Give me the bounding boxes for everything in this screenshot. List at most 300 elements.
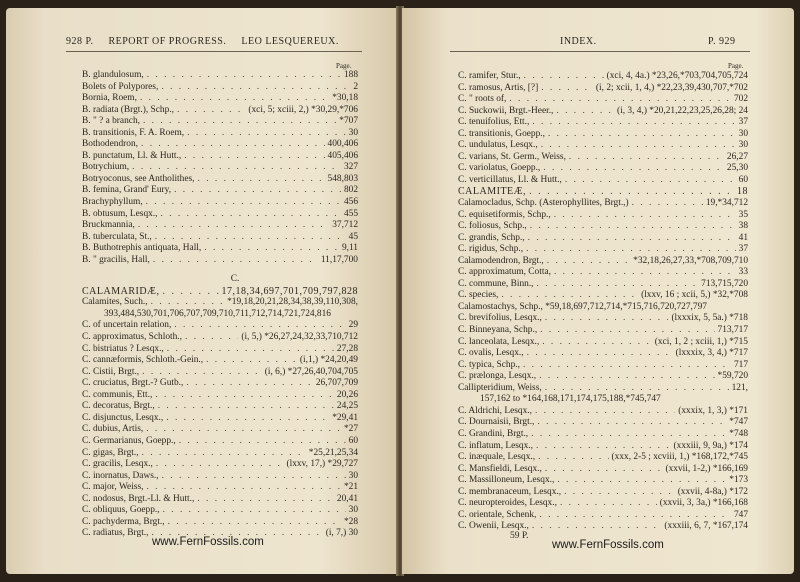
entry-page-ref: 45 (348, 231, 358, 242)
entry-name: C. ramosus, Artis, [?] (458, 82, 539, 93)
entry-page-ref: 17,18,34,697,701,709,797,828 (221, 285, 358, 297)
entry-page-ref: 20,41 (336, 493, 358, 504)
entry-name: C. nodosus, Brgt.-Ll. & Hutt., (82, 493, 195, 504)
index-entry (458, 140, 748, 152)
entry-name: C. Binneyana, Schp., (458, 325, 538, 336)
dot-leader (138, 220, 329, 232)
left-author: LEO LESQUEREUX. (241, 36, 339, 47)
entry-name: Botryoconus, see Antholithes, (82, 173, 195, 184)
dot-leader (556, 106, 614, 118)
dot-leader (565, 175, 736, 187)
entry-page-ref: 38 (738, 221, 748, 232)
entry-page-ref: 37 (738, 244, 748, 255)
dot-leader (569, 152, 724, 164)
entry-name: C. cruciatus, Brgt.-? Gutb., (82, 378, 184, 389)
dot-leader (526, 244, 736, 256)
entry-page-ref: (i, 3, 4,) *20,21,22,23,25,26,28; 24 (617, 105, 748, 116)
index-entry (458, 94, 748, 106)
entry-page-ref: *28 (343, 516, 358, 527)
dot-leader (174, 320, 345, 332)
signature-mark: 59 P. (510, 531, 529, 541)
index-entry (458, 83, 748, 95)
index-entry (82, 297, 358, 309)
index-entry (82, 220, 358, 232)
dot-leader (161, 209, 341, 221)
index-entry (82, 471, 358, 483)
index-entry (458, 394, 748, 406)
dot-leader (204, 243, 339, 255)
dot-leader (548, 129, 736, 141)
index-entry (82, 105, 358, 117)
entry-page-ref: 30 (738, 128, 748, 139)
dot-leader (162, 286, 218, 298)
dot-leader (142, 448, 306, 460)
dot-leader (532, 521, 662, 533)
left-running-title: REPORT OF PROGRESS. (108, 36, 227, 47)
dot-leader (146, 482, 340, 494)
index-entry (82, 139, 358, 151)
dot-leader (142, 367, 262, 379)
entry-name: C. radiatus, Brgt., (82, 528, 149, 539)
left-page-header (66, 36, 339, 47)
entry-name: C. foliosus, Schp., (458, 221, 527, 232)
index-entry (82, 390, 358, 402)
dot-leader (140, 93, 329, 105)
dot-leader (156, 459, 284, 471)
index-entry (458, 152, 748, 164)
entry-page-ref: (xxxiii, 6, 7, *167,174 (664, 521, 748, 532)
dot-leader (557, 475, 726, 487)
dot-leader (509, 94, 731, 106)
index-entry (82, 286, 358, 298)
index-entry (458, 510, 748, 522)
entry-page-ref: 2 (353, 81, 358, 92)
entry-page-ref: 713,715,720 (701, 278, 748, 289)
dot-leader (535, 406, 675, 418)
entry-page-ref: (lxxv, 16 ; xcii, 5,) *32,*708 (641, 290, 748, 301)
index-entry (458, 186, 748, 198)
entry-name: C. undulatus, Lesqx., (458, 140, 538, 151)
entry-page-ref: (i, 6,) *27,26,40,704,705 (264, 366, 358, 377)
entry-page-ref: (lxxv, 17,) *29,727 (286, 459, 358, 470)
entry-name: B. tuberculata, St., (82, 231, 152, 242)
entry-name: C. of uncertain relation, (82, 320, 172, 331)
dot-leader (539, 510, 731, 522)
dot-leader (542, 337, 652, 349)
entry-name: C. grandis, Schp., (458, 232, 525, 243)
entry-page-ref: (i, 7,) 30 (325, 528, 358, 539)
entry-name: C. tenuifolius, Ett., (458, 117, 530, 128)
entry-page-ref: 30 (738, 140, 748, 151)
entry-name: Bruckmannia, (82, 220, 135, 231)
index-entry (82, 436, 358, 448)
dot-leader (163, 505, 346, 517)
entry-name: C. decoratus, Brgt., (82, 401, 155, 412)
index-entry (458, 406, 748, 418)
entry-page-ref: 41 (738, 232, 748, 243)
dot-leader (186, 378, 312, 390)
dot-leader (155, 390, 334, 402)
entry-page-ref: 717 (733, 359, 748, 370)
entry-page-ref: 747 (733, 509, 748, 520)
index-entry (458, 256, 748, 268)
entry-name: C. major, Weiss, (82, 482, 144, 493)
entry-name: Botrychium, (82, 162, 130, 173)
index-entry (458, 452, 748, 464)
index-entry (458, 383, 748, 395)
entry-page-ref: (xci, 1, 2 ; xciii, 1,) *715 (654, 336, 748, 347)
entry-page-ref: 24,25 (336, 401, 358, 412)
index-entry (458, 279, 748, 291)
dot-leader (524, 71, 604, 83)
entry-name: Callipteridium, Weiss, (458, 382, 542, 393)
index-entry (458, 210, 748, 222)
entry-page-ref: (xxx, 2-5 ; xcviii, 1,) *168,172,*745 (611, 452, 748, 463)
index-entry (82, 255, 358, 267)
index-entry (82, 448, 358, 460)
entry-page-ref: *748 (729, 428, 748, 439)
entry-page-ref: 19,*34,712 (705, 198, 748, 209)
entry-page-ref: 30 (348, 470, 358, 481)
dot-leader (206, 355, 297, 367)
index-entry (458, 337, 748, 349)
index-entry (82, 494, 358, 506)
section-spacer (82, 266, 358, 274)
entry-page-ref: (xxvii, 1-2,) *166,169 (665, 463, 748, 474)
entry-name: C. commune, Binn., (458, 278, 534, 289)
entry-name: B. obtusum, Lesqx., (82, 208, 158, 219)
dot-leader (539, 371, 714, 383)
entry-page-ref: 802 (343, 185, 358, 196)
entry-name: B. " ? a branch, (82, 116, 140, 127)
index-entry (82, 128, 358, 140)
entry-page-ref: 157,162 to *164,168,171,174,175,188,*745,747 (480, 394, 661, 405)
entry-name: C. approximatum, Cotta, (458, 267, 551, 278)
dot-leader (545, 464, 663, 476)
entry-page-ref: 18 (737, 186, 748, 198)
index-entry (458, 313, 748, 325)
entry-name: Calamites, Such., (82, 297, 148, 308)
dot-leader (197, 494, 334, 506)
entry-name: C. inornatus, Daws., (82, 470, 159, 481)
entry-name: C. communis, Ett., (82, 389, 153, 400)
entry-page-ref: (xxvii, 3, 3a,) *166,168 (659, 498, 748, 509)
index-entry (458, 71, 748, 83)
watermark-right: www.FernFossils.com (552, 539, 664, 551)
entry-name: C. variolatus, Goepp., (458, 163, 541, 174)
entry-page-ref: 393,484,530,701,706,707,709,710,711,712,714,721,724,816 (104, 308, 331, 319)
entry-page-ref: (xci, 4, 4a.) *23,26,*703,704,705,724 (606, 71, 748, 81)
dot-leader (146, 197, 341, 209)
dot-leader (174, 185, 341, 197)
entry-name: Calamodendron, Brgt., (458, 255, 544, 266)
entry-page-ref: 405,406 (327, 150, 358, 161)
index-entry (458, 498, 748, 510)
entry-page-ref: *173 (729, 475, 748, 486)
entry-name: CALAMARIDÆ, (82, 285, 160, 297)
entry-page-ref: (xci, 5; xciii, 2,) *30,29,*706 (248, 104, 358, 115)
index-entry (458, 475, 748, 487)
entry-page-ref: 121, (731, 382, 748, 393)
entry-name: Calamostachys, Schp., *59,18,697,712,714,*715,716,720,727,797 (458, 301, 707, 312)
entry-page-ref: 35 (738, 209, 748, 220)
index-entry (82, 344, 358, 356)
left-page-number: 928 P. (66, 36, 94, 47)
dot-leader (155, 232, 346, 244)
entry-name: Calamocladus, Schp. (Asterophyllites, Brgt.,) (458, 198, 629, 209)
entry-name: C. pachyderma, Brgt., (82, 516, 165, 527)
dot-leader (177, 105, 245, 117)
dot-leader (141, 139, 325, 151)
entry-page-ref: 30 (348, 127, 358, 138)
right-column-label: Page. (728, 62, 744, 70)
entry-name: C. Mansfieldi, Lesqx., (458, 463, 542, 474)
entry-name: Bornia, Roem, (82, 93, 137, 104)
index-entry (458, 417, 748, 429)
index-entry (458, 244, 748, 256)
index-entry (458, 429, 748, 441)
entry-name: C. gracilis, Lesqx., (82, 459, 153, 470)
dot-leader (531, 429, 726, 441)
entry-name: Bothodendron, (82, 139, 138, 150)
index-entry (458, 371, 748, 383)
entry-name: C. varians, St. Germ., Weiss, (458, 151, 566, 162)
entry-page-ref: (xxvii, 4-8a,) *172 (677, 486, 748, 497)
entry-page-ref: 60 (738, 174, 748, 185)
entry-name: C. cannæformis, Schloth.-Gein., (82, 355, 204, 366)
dot-leader (538, 452, 608, 464)
entry-page-ref: *707 (339, 116, 358, 127)
entry-name: C. gigas, Brgt., (82, 447, 139, 458)
left-header-rule (66, 51, 362, 52)
entry-name: C. Aldrichi, Lesqx., (458, 405, 532, 416)
entry-page-ref: *32,18,26,27,33,*708,709,710 (633, 255, 748, 266)
entry-page-ref: (lxxxix, 5, 5a.) *718 (671, 313, 748, 324)
right-header-rule (450, 51, 750, 52)
entry-name: B. transitionis, F. A. Roem, (82, 127, 185, 138)
entry-page-ref: *19,18,20,21,28,34,38,39,110,308, (227, 297, 358, 308)
index-entry (458, 198, 748, 210)
dot-leader (198, 174, 325, 186)
entry-name: C. typica, Schp., (458, 359, 520, 370)
entry-page-ref: 456 (343, 197, 358, 208)
left-index-entries (82, 70, 358, 540)
index-entry (82, 232, 358, 244)
index-entry (82, 505, 358, 517)
entry-page-ref: *30,18 (332, 93, 358, 104)
dot-leader (162, 471, 346, 483)
entry-page-ref: (xxxix, 1, 3,) *171 (678, 405, 748, 416)
entry-page-ref: (i, 5,) *26,27,24,32,33,710,712 (241, 332, 358, 343)
index-entry (82, 459, 358, 471)
entry-name: C. Grandini, Brgt., (458, 428, 529, 439)
entry-page-ref: 20,26 (336, 389, 358, 400)
entry-name: C. orientale, Schenk, (458, 509, 537, 520)
index-entry (458, 163, 748, 175)
index-entry (458, 290, 748, 302)
entry-page-ref: 26,707,709 (315, 378, 358, 389)
dot-leader (179, 436, 346, 448)
dot-leader (554, 210, 736, 222)
index-entry (82, 243, 358, 255)
dot-leader (537, 279, 699, 291)
index-entry (458, 360, 748, 372)
entry-name: C. neuropteroides, Lesqx., (458, 498, 557, 509)
index-entry (458, 325, 748, 337)
dot-leader (529, 186, 734, 198)
right-running-title: INDEX. (560, 36, 597, 47)
left-page (6, 8, 398, 574)
entry-name: B. Buthotrephis antiquata, Hall, (82, 243, 202, 254)
entry-page-ref: *21 (343, 482, 358, 493)
entry-name: C. Suckowii, Brgt.-Heer., (458, 105, 554, 116)
entry-name: C. brevifolius, Lesqx., (458, 313, 542, 324)
dot-leader (632, 198, 703, 210)
dot-leader (166, 413, 329, 425)
index-entry (82, 197, 358, 209)
index-entry (82, 517, 358, 529)
entry-name: C. dubius, Artis, (82, 424, 144, 435)
entry-name: C. Dournaisii, Brgt., (458, 417, 535, 428)
index-entry (82, 332, 358, 344)
entry-name: C. disjunctus, Lesqx., (82, 412, 164, 423)
index-entry (458, 464, 748, 476)
index-entry (82, 151, 358, 163)
index-entry (458, 441, 748, 453)
entry-page-ref: 33 (738, 267, 748, 278)
index-entry (82, 185, 358, 197)
index-entry (82, 116, 358, 128)
entry-page-ref: *747 (729, 417, 748, 428)
right-page (402, 8, 794, 574)
dot-leader (151, 297, 224, 309)
entry-page-ref: 29 (348, 320, 358, 331)
dot-leader (146, 424, 341, 436)
entry-page-ref: 27,28 (336, 343, 358, 354)
index-entry (82, 70, 358, 82)
dot-leader (532, 117, 735, 129)
dot-leader (528, 233, 736, 245)
entry-page-ref: 25,30 (726, 163, 748, 174)
index-entry (458, 267, 748, 279)
dot-leader (143, 116, 336, 128)
index-entry (458, 106, 748, 118)
dot-leader (530, 221, 736, 233)
entry-page-ref: 37 (738, 117, 748, 128)
entry-name: B. radiata (Brgt.), Schp., (82, 104, 174, 115)
entry-page-ref: 188 (343, 70, 358, 80)
index-entry (82, 401, 358, 413)
dot-leader (540, 325, 714, 337)
index-entry (458, 175, 748, 187)
entry-name: C. inæquale, Lesqx., (458, 452, 536, 463)
entry-page-ref: 702 (733, 94, 748, 105)
index-entry (458, 348, 748, 360)
entry-page-ref: 455 (343, 208, 358, 219)
entry-name: C. Germarianus, Goepp., (82, 435, 176, 446)
watermark-left: www.FernFossils.com (152, 536, 264, 548)
entry-page-ref: 37,712 (332, 220, 358, 231)
index-entry (82, 309, 358, 321)
dot-leader (536, 441, 671, 453)
index-entry (458, 233, 748, 245)
entry-page-ref: *25,21,25,34 (308, 447, 358, 458)
right-index-entries (458, 71, 748, 533)
entry-name: C. ramifer, Stur., (458, 71, 521, 81)
index-entry (82, 82, 358, 94)
entry-name: C. bistriatus ? Lesqx., (82, 343, 164, 354)
entry-name: C. rigidus, Schp., (458, 244, 524, 255)
index-entry (82, 378, 358, 390)
dot-leader (168, 517, 341, 529)
entry-page-ref: 713,717 (717, 325, 748, 336)
entry-name: Brachyphyllum, (82, 197, 143, 208)
entry-page-ref: 327 (343, 162, 358, 173)
entry-name: B. " gracilis, Hall, (82, 254, 150, 265)
dot-leader (554, 267, 736, 279)
entry-name: B. punctatum, Ll. & Hutt., (82, 150, 182, 161)
entry-page-ref: *59,720 (717, 371, 748, 382)
dot-leader (527, 348, 673, 360)
entry-name: C. lanceolata, Lesqx., (458, 336, 540, 347)
dot-leader (501, 290, 638, 302)
index-entry (82, 367, 358, 379)
entry-name: C. " roots of, (458, 94, 507, 105)
entry-name: C. Owenii, Lesqx., (458, 521, 529, 532)
entry-name: C. obliquus, Goepp., (82, 505, 160, 516)
entry-page-ref: 11,17,700 (320, 254, 358, 265)
entry-name: C. Cistii, Brgt., (82, 366, 140, 377)
dot-leader (187, 128, 346, 140)
index-entry (82, 482, 358, 494)
entry-name: C. species, (458, 290, 499, 301)
entry-name: B. glandulosum, (82, 70, 144, 80)
right-page-number: P. 929 (708, 36, 736, 47)
dot-leader (167, 344, 334, 356)
index-entry (82, 93, 358, 105)
dot-leader (543, 163, 724, 175)
index-entry (82, 174, 358, 186)
entry-page-ref: (xxxiii, 9, 9a,) *174 (673, 440, 748, 451)
left-column-label: Page. (336, 62, 352, 70)
dot-leader (541, 83, 593, 95)
index-entry (82, 355, 358, 367)
index-entry (82, 162, 358, 174)
entry-page-ref: 9,11 (341, 243, 358, 254)
dot-leader (560, 498, 657, 510)
index-entry (82, 413, 358, 425)
index-entry (82, 209, 358, 221)
entry-name: C. inflatum, Lesqx., (458, 440, 533, 451)
entry-name: C. Massilloneum, Lesqx., (458, 475, 555, 486)
dot-leader (161, 82, 350, 94)
entry-name: C. equisetiformis, Schp., (458, 209, 551, 220)
dot-leader (541, 140, 736, 152)
entry-name: C. approximatus, Schloth., (82, 332, 182, 343)
dot-leader (147, 70, 341, 82)
dot-leader (184, 151, 324, 163)
section-letter: C. (230, 274, 240, 285)
dot-leader (537, 417, 726, 429)
dot-leader (185, 332, 238, 344)
dot-leader (545, 313, 669, 325)
dot-leader (158, 401, 334, 413)
dot-leader (545, 383, 729, 395)
entry-page-ref: 60 (348, 435, 358, 446)
entry-name: B. femina, Grand' Eury, (82, 185, 172, 196)
index-entry (82, 320, 358, 332)
entry-page-ref: 30 (348, 505, 358, 516)
